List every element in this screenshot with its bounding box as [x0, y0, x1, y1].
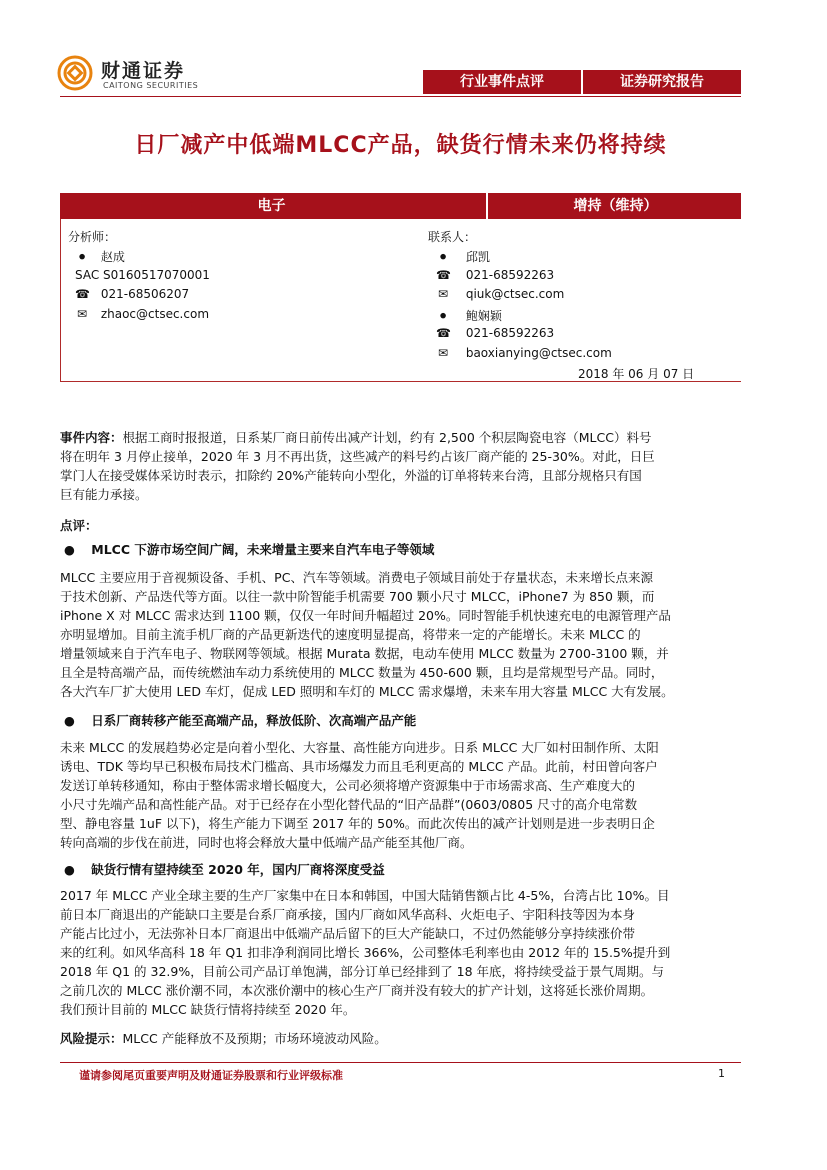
contact1-email-row	[436, 287, 564, 301]
b2-line: 转向高端的步伐在前进，同时也将会释放大量中低端产品产能至其他厂商。	[60, 835, 473, 850]
bullet1-heading-row	[64, 540, 434, 558]
contact2-phone: 021-68592263	[465, 326, 555, 340]
contact1-email[interactable]: qiuk@ctsec.com	[465, 287, 565, 301]
b2-line: 小尺寸先端产品和高性能产品。对于已经存在小型化替代品的“旧产品群”(0603/0805 尺寸的高介电常数	[60, 797, 638, 812]
b2-line: 未来 MLCC 的发展趋势必定是向着小型化、大容量、高性能方向进步。日系 MLCC 大厂如村田制作所、太阳	[60, 740, 659, 755]
section-banner	[60, 193, 741, 219]
contact1-phone: 021-68592263	[465, 268, 555, 282]
b1-line: 亦明显增加。目前主流手机厂商的产品更新迭代的速度明显提高，将带来一定的产能增长。未来 MLCC 的	[60, 627, 641, 642]
contact2-name: 鲍娴颖	[465, 309, 502, 323]
bullet2-paragraph	[60, 738, 741, 852]
event-line: 掌门人在接受媒体采访时表示，扣除约 20%产能转向小型化，外溢的订单将转来台湾，且部分规格只有国	[60, 468, 642, 483]
event-line: 根据工商时报报道，日系某厂商日前传出减产计划，约有 2,500 个积层陶瓷电容（MLCC）料号	[122, 430, 652, 445]
contact2-email[interactable]: baoxianying@ctsec.com	[465, 346, 612, 360]
b1-line: 增量领域来自于汽车电子、物联网等领域。根据 Murata 数据，电动车使用 MLCC 数量为 2700-3100 颗，并	[60, 646, 669, 661]
risk-label: 风险提示：	[60, 1031, 123, 1046]
bullet-dot-icon: ●	[64, 542, 75, 557]
analyst-name-row	[75, 248, 125, 265]
analyst-email-row	[75, 307, 209, 321]
bullet3-heading: 缺货行情有望持续至 2020 年，国内厂商将深度受益	[91, 862, 385, 877]
event-paragraph	[60, 428, 741, 504]
bullet-dot-icon: ●	[64, 713, 75, 728]
report-category-label: 证券研究报告	[620, 74, 704, 90]
footer-divider	[60, 1062, 741, 1063]
phone-icon: ☎	[75, 287, 90, 301]
b3-line: 之前几次的 MLCC 涨价潮不同，本次涨价潮中的核心生产厂商并没有较大的扩产计划，这将延长涨价周期。	[60, 983, 654, 998]
analyst-sac: SAC S0160517070001	[75, 268, 210, 282]
b3-line: 前日本厂商退出的产能缺口主要是台系厂商承接，国内厂商如风华高科、火炬电子、宇阳科技等因为本身	[60, 907, 636, 922]
phone-icon: ☎	[436, 326, 451, 340]
rating-label: 增持（维持）	[486, 193, 743, 219]
person-icon: ⚫	[437, 250, 449, 264]
event-label: 事件内容：	[60, 430, 123, 445]
bullet3-heading-row	[64, 860, 385, 878]
b3-line: 来的红利。如风华高科 18 年 Q1 扣非净利润同比增长 366%，公司整体毛利率也由 2012 年的 15.5%提升到	[60, 945, 671, 960]
contact1-name: 邱凯	[465, 250, 490, 264]
b3-line: 产能占比过小，无法弥补日本厂商退出中低端产品后留下的巨大产能缺口，不过仍然能够分享持续涨价带	[60, 926, 636, 941]
b2-line: 诱电、TDK 等均早已积极布局技术门槛高、具市场爆发力而且毛利更高的 MLCC 产品。此前，村田曾向客户	[60, 759, 658, 774]
b1-line: 且全是特高端产品，而传统燃油车动力系统使用的 MLCC 数量为 450-600 颗，且均是常规型号产品。同时，	[60, 665, 664, 680]
mail-icon: ✉	[437, 346, 449, 360]
b1-line: 各大汽车厂扩大使用 LED 车灯，促成 LED 照明和车灯的 MLCC 需求爆增，未来车用大容量 MLCC 大有发展。	[60, 684, 674, 699]
mail-icon: ✉	[437, 287, 449, 301]
b1-line: iPhone X 对 MLCC 需求达到 1100 颗，仅仅一年时间升幅超过 20%。同时智能手机快速充电的电源管理产品	[60, 608, 671, 623]
company-logo-icon	[57, 55, 93, 91]
header-banner	[423, 70, 741, 94]
contact2-email-row	[436, 346, 612, 360]
analyst-label: 分析师：	[68, 230, 117, 244]
industry-label: 电子	[257, 198, 286, 214]
bullet2-heading: 日系厂商转移产能至高端产品，释放低阶、次高端产品产能	[91, 713, 417, 728]
report-title: 日厂减产中低端MLCC产品，缺货行情未来仍将持续	[134, 133, 667, 158]
comment-label: 点评：	[60, 518, 98, 533]
b2-line: 型、静电容量 1uF 以下)，将生产能力下调至 2017 年的 50%。而此次传出的减产计划则是进一步表明日企	[60, 816, 655, 831]
bullet1-heading: MLCC 下游市场空间广阔，未来增量主要来自汽车电子等领域	[91, 542, 435, 557]
b3-line: 2017 年 MLCC 产业全球主要的生产厂家集中在日本和韩国，中国大陆销售额占比 4-5%，台湾占比 10%。目	[60, 888, 670, 903]
risk-text: MLCC 产能释放不及预期；市场环境波动风险。	[122, 1031, 387, 1046]
event-line: 巨有能力承接。	[60, 487, 148, 502]
bullet3-paragraph	[60, 886, 741, 1019]
analyst-phone-row	[75, 287, 189, 301]
bullet-dot-icon: ●	[64, 862, 75, 877]
bullet2-heading-row	[64, 711, 416, 729]
report-date: 2018 年 06 月 07 日	[578, 367, 695, 381]
person-icon: ⚫	[76, 250, 88, 264]
company-name-cn: 财通证券	[101, 60, 186, 82]
person-icon: ⚫	[437, 309, 449, 323]
b3-line: 2018 年 Q1 的 32.9%，目前公司产品订单饱满，部分订单已经排到了 18 年底，将持续受益于景气周期。与	[60, 964, 665, 979]
contacts-label: 联系人：	[428, 230, 477, 244]
info-left-border	[60, 219, 61, 381]
risk-paragraph	[60, 1029, 741, 1048]
b3-line: 我们预计目前的 MLCC 缺货行情将持续至 2020 年。	[60, 1002, 356, 1017]
footer-disclaimer[interactable]: 谨请参阅尾页重要声明及财通证券股票和行业评级标准	[79, 1069, 343, 1082]
event-line: 将在明年 3 月停止接单，2020 年 3 月不再出货，这些减产的料号约占该厂商产能的 25-30%。对此，日巨	[60, 449, 655, 464]
contact2-phone-row	[436, 326, 554, 340]
contact2-name-row	[436, 307, 502, 324]
bullet1-paragraph	[60, 568, 741, 701]
b1-line: 于技术创新、产品迭代等方面。以往一款中阶智能手机需要 700 颗小尺寸 MLCC，iPhone7 为 850 颗，而	[60, 589, 655, 604]
mail-icon: ✉	[76, 307, 88, 321]
analyst-phone: 021-68506207	[100, 287, 190, 301]
contact1-phone-row	[436, 268, 554, 282]
page-number: 1	[718, 1067, 725, 1080]
analyst-email[interactable]: zhaoc@ctsec.com	[100, 307, 210, 321]
b1-line: MLCC 主要应用于音视频设备、手机、PC、汽车等领域。消费电子领域目前处于存量状态，未来增长点来源	[60, 570, 653, 585]
b2-line: 发送订单转移通知，称由于整体需求增长幅度大，公司必须将增产资源集中于市场需求高、生产难度大的	[60, 778, 636, 793]
contact1-name-row	[436, 248, 490, 265]
info-bottom-border	[60, 381, 741, 382]
company-name-en: CAITONG SECURITIES	[103, 81, 199, 90]
report-type-label: 行业事件点评	[423, 70, 583, 94]
phone-icon: ☎	[436, 268, 451, 282]
analyst-name: 赵成	[100, 250, 125, 264]
header-divider	[60, 96, 741, 97]
